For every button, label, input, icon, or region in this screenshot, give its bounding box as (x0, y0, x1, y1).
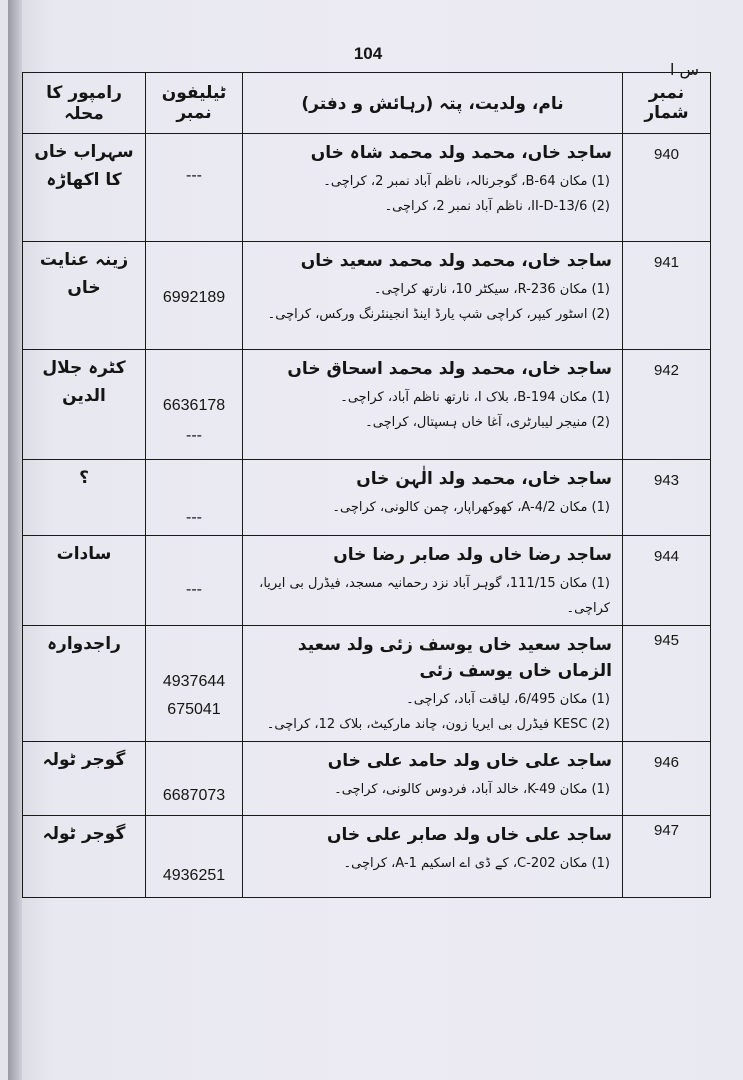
phone-number: 6992189 (162, 289, 226, 306)
address-line: (1) مکان 6/495، لیاقت آباد، کراچی۔ (406, 692, 610, 707)
person-name: ساجد خاں، محمد ولد الٰہن خاں (356, 469, 612, 489)
header-phone: ٹیلیفون نمبر (146, 73, 243, 134)
phone-number: --- (186, 509, 202, 526)
phone-cell (146, 242, 243, 350)
area-cell: سادات (23, 536, 146, 626)
address-line: (2) منیجر لیبارٹری، آغا خاں ہسپتال، کراچی۔ (365, 415, 610, 430)
phone-cell (146, 536, 243, 626)
person-name: ساجد علی خاں ولد حامد علی خاں (327, 751, 612, 771)
table-row (23, 536, 711, 626)
table-row (23, 742, 711, 816)
phone-cell (146, 350, 243, 460)
name-address-cell (243, 134, 623, 242)
area-cell: ؟ (23, 460, 146, 536)
address-line: (1) مکان K-49، خالد آباد، فردوس کالونی، کراچی۔ (334, 782, 610, 797)
area-cell: گوجر ٹولہ (23, 816, 146, 898)
serial-cell: 942 (623, 350, 711, 460)
person-name: ساجد رضا خاں ولد صابر رضا خاں (333, 545, 612, 565)
phone-number: 675041 (167, 701, 221, 718)
phone-cell (146, 742, 243, 816)
area-cell: زینہ عنایت خاں (23, 242, 146, 350)
serial-cell: 945 (623, 626, 711, 742)
address-line: (1) مکان 111/15، گوہر آباد نزد رحمانیہ مسجد، فیڈرل بی ایریا، کراچی۔ (259, 576, 610, 616)
serial-cell: 940 (623, 134, 711, 242)
name-address-cell (243, 816, 623, 898)
person-name: ساجد سعید خاں یوسف زئی ولد سعید الزماں خاں یوسف زئی (297, 635, 612, 681)
phone-number: --- (186, 427, 202, 444)
phone-number: 6636178 (162, 397, 226, 414)
page-number: 104 (353, 44, 383, 63)
phone-cell (146, 460, 243, 536)
book-spine-shadow (8, 0, 22, 1080)
serial-cell: 944 (623, 536, 711, 626)
name-address-cell (243, 350, 623, 460)
name-address-cell (243, 626, 623, 742)
serial-cell: 946 (623, 742, 711, 816)
table-row (23, 134, 711, 242)
name-address-cell (243, 742, 623, 816)
phone-number: --- (186, 581, 202, 598)
phone-number: 4937644 (162, 673, 226, 690)
address-line: (1) مکان B-194، بلاک I، نارتھ ناظم آباد، کراچی۔ (340, 390, 610, 405)
area-cell: کٹرہ جلال الدین (23, 350, 146, 460)
address-line: (1) مکان R-236، سیکٹر 10، نارتھ کراچی۔ (373, 282, 610, 297)
phone-cell (146, 816, 243, 898)
address-line: (1) مکان A-4/2، کھوکھراپار، چمن کالونی، کراچی۔ (332, 500, 610, 515)
area-cell: گوجر ٹولہ (23, 742, 146, 816)
serial-cell: 941 (623, 242, 711, 350)
phone-number: 6687073 (162, 787, 226, 804)
address-line: (1) مکان C-202، کے ڈی اے اسکیم A-1، کراچی۔ (343, 856, 610, 871)
phone-cell (146, 134, 243, 242)
person-name: ساجد خاں، محمد ولد محمد اسحاق خاں (287, 359, 612, 379)
header-area: رامپور کا محلہ (23, 73, 146, 134)
person-name: ساجد خاں، محمد ولد محمد شاہ خاں (310, 143, 612, 163)
phone-cell (146, 626, 243, 742)
serial-cell: 943 (623, 460, 711, 536)
person-name: ساجد علی خاں ولد صابر علی خاں (326, 825, 612, 845)
table-row (23, 816, 711, 898)
header-row (23, 73, 711, 134)
name-address-cell (243, 460, 623, 536)
address-line: (2) II-D-13/6، ناظم آباد نمبر 2، کراچی۔ (384, 199, 610, 214)
table-row (23, 350, 711, 460)
address-line: (1) مکان B-64، گوجرنالہ، ناظم آباد نمبر 2، کراچی۔ (323, 174, 610, 189)
area-cell: سہراب خاں کا اکھاڑہ (23, 134, 146, 242)
corner-handwritten-mark: س ا (669, 60, 699, 79)
table-row (23, 242, 711, 350)
name-address-cell (243, 242, 623, 350)
serial-cell: 947 (623, 816, 711, 898)
address-line: (2) KESC فیڈرل بی ایریا زون، چاند مارکیٹ، بلاک 12، کراچی۔ (266, 717, 610, 732)
header-serial: نمبر شمار (623, 73, 711, 134)
document-page (8, 0, 743, 1080)
phone-number: --- (186, 167, 202, 184)
table-row (23, 626, 711, 742)
phone-number: 4936251 (162, 867, 226, 884)
header-name-address: نام، ولدیت، پتہ (رہائش و دفتر) (243, 73, 623, 134)
directory-table (22, 72, 711, 898)
address-line: (2) اسٹور کیپر، کراچی شپ یارڈ اینڈ انجینئرنگ ورکس، کراچی۔ (267, 307, 610, 322)
person-name: ساجد خاں، محمد ولد محمد سعید خاں (300, 251, 612, 271)
table-row (23, 460, 711, 536)
area-cell: راجدوارہ (23, 626, 146, 742)
name-address-cell (243, 536, 623, 626)
